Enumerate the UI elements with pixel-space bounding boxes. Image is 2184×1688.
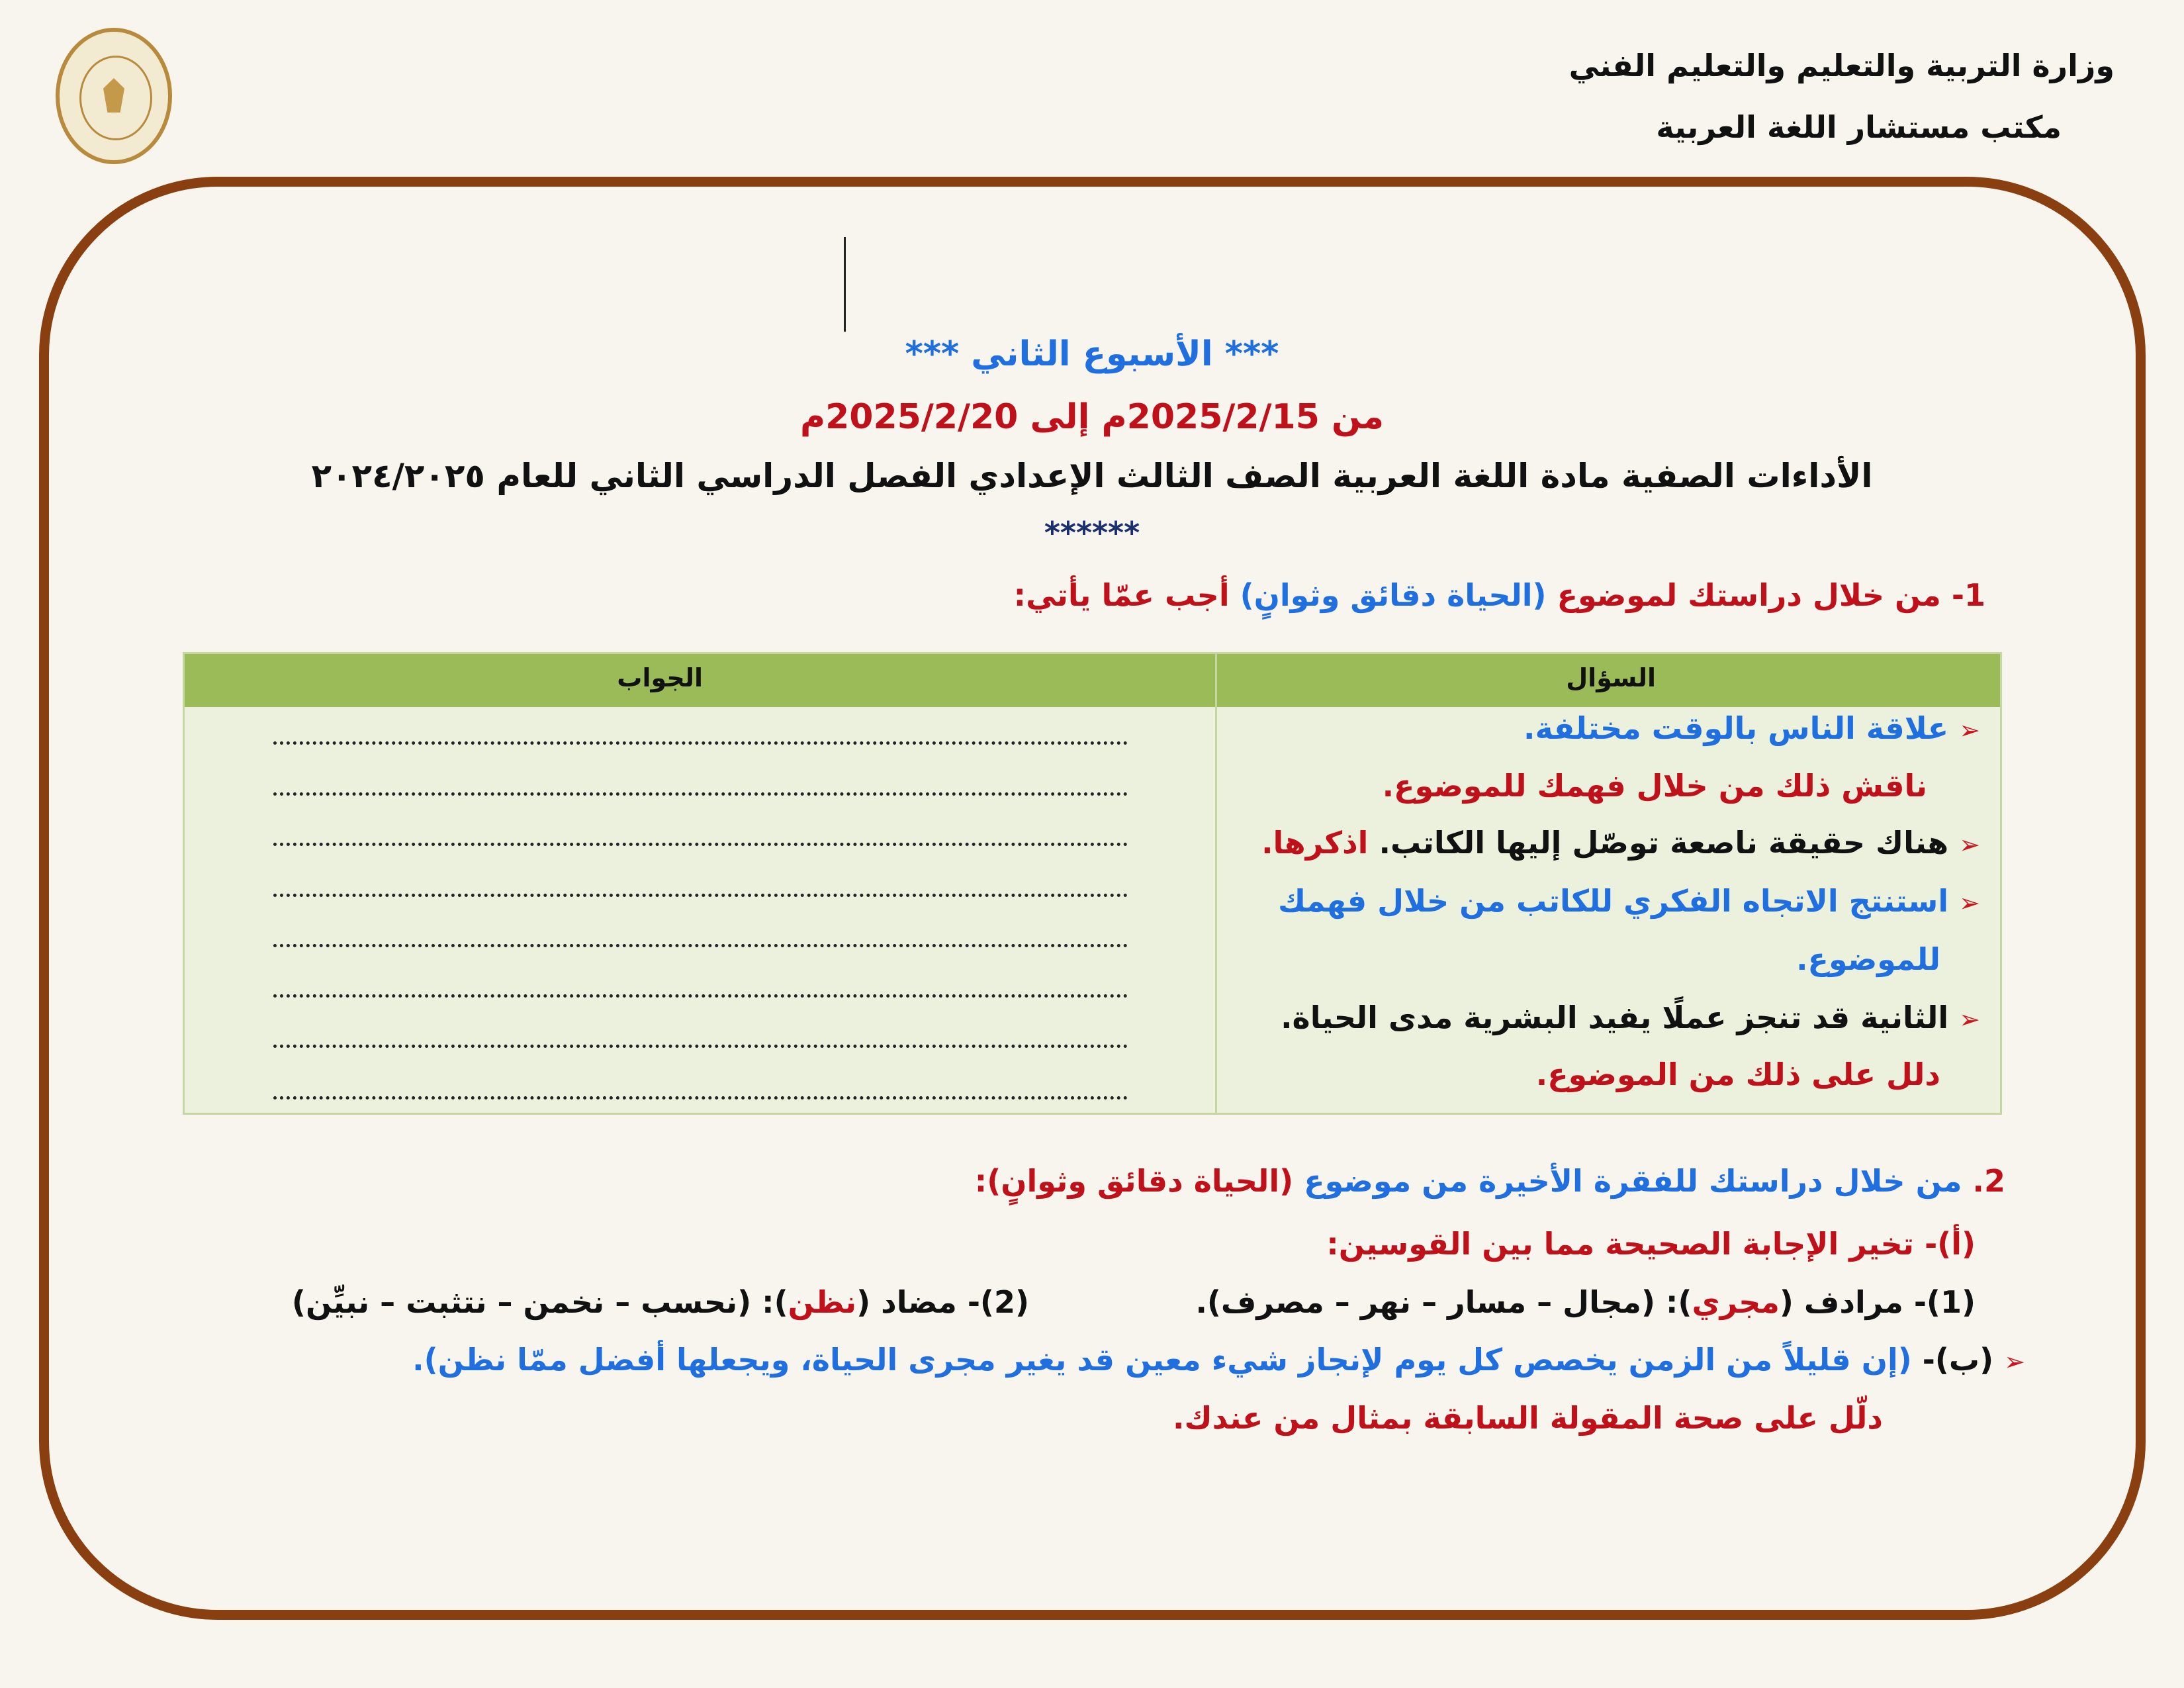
table-header [185, 654, 2000, 707]
answer-line[interactable] [273, 944, 1128, 947]
question-task: دلل على ذلك من الموضوع. [1535, 1056, 1940, 1092]
part-b-task: دلّل على صحة المقولة السابقة بمثال من عندك. [1172, 1400, 1883, 1436]
question-2-heading [975, 1163, 2005, 1199]
answer-line[interactable] [273, 1045, 1128, 1048]
questions-table [183, 652, 2002, 1115]
answer-line[interactable] [273, 1096, 1128, 1100]
item-2-options: ): (نحسب – نخمن – نتثبت – نبيِّن) [291, 1284, 788, 1320]
stars-separator: ****** [1044, 515, 1140, 551]
item-1-word: مجري [1692, 1284, 1780, 1320]
item-1-prefix: (1)- مرادف ( [1779, 1284, 1976, 1320]
question-text: استنتج الاتجاه الفكري للكاتب من خلال فهمك [1277, 883, 1949, 919]
q2-text: من خلال دراستك للفقرة الأخيرة من موضوع [1304, 1163, 1962, 1199]
q1-instruction: أجب عمّا يأتي: [1013, 577, 1230, 613]
ministry-name: وزارة التربية والتعليم والتعليم الفني [1569, 48, 2115, 83]
text-cursor [844, 237, 846, 332]
question-1-heading [1014, 577, 1985, 613]
question-task: ناقش ذلك من خلال فهمك للموضوع. [1382, 768, 1927, 804]
arrow-bullet-icon: ➢ [2004, 1347, 2025, 1376]
table-row [1278, 883, 1980, 919]
q1-topic: (الحياة دقائق وثوانٍ) [1240, 577, 1547, 613]
question-text-cont: للموضوع. [1796, 941, 1940, 977]
question-text: علاقة الناس بالوقت مختلفة. [1524, 710, 1949, 746]
item-2 [292, 1284, 1029, 1320]
arrow-bullet-icon: ➢ [1959, 1005, 1980, 1034]
answer-line[interactable] [273, 741, 1128, 745]
ministry-logo [56, 28, 172, 164]
part-a-label: (أ)- تخير الإجابة الصحيحة مما بين القوسين: [1326, 1226, 1976, 1262]
item-2-prefix: (2)- مضاد ( [856, 1284, 1029, 1320]
q1-number: 1- [1951, 577, 1985, 613]
answer-line[interactable] [273, 843, 1128, 846]
part-b-label: (ب)- [1922, 1342, 1994, 1378]
item-1-options: ): (مجال – مسار – نهر – مصرف). [1195, 1284, 1692, 1320]
header-answer: الجواب [617, 663, 703, 692]
table-row [1261, 825, 1980, 861]
q2-number: 2. [1972, 1163, 2005, 1199]
part-b-quote: (إن قليلاً من الزمن يخصص كل يوم لإنجاز شيء معين قد يغير مجرى الحياة، ويجعلها أفضل ممّا نظن). [412, 1342, 1912, 1378]
item-1 [1195, 1284, 1976, 1320]
q1-text: من خلال دراستك لموضوع [1557, 577, 1941, 613]
part-b [412, 1342, 2025, 1378]
arrow-bullet-icon: ➢ [1959, 716, 1980, 745]
table-row [1281, 1000, 1980, 1035]
item-2-word: نظن [788, 1284, 857, 1320]
question-task: اذكرها. [1261, 825, 1369, 861]
answer-line[interactable] [273, 994, 1128, 998]
column-divider [1215, 654, 1217, 1113]
date-range: من 2025/2/15م إلى 2025/2/20م [799, 397, 1385, 437]
answer-line[interactable] [273, 792, 1128, 796]
subtitle: الأداءات الصفية مادة اللغة العربية الصف الثالث الإعدادي الفصل الدراسي الثاني للعام ٢٠٢٤/٢٠٢٥ [311, 457, 1873, 495]
header-question: السؤال [1566, 663, 1656, 692]
table-row [1524, 710, 1980, 746]
office-name: مكتب مستشار اللغة العربية [1656, 109, 2062, 145]
arrow-bullet-icon: ➢ [1959, 888, 1980, 917]
answer-line[interactable] [273, 894, 1128, 897]
question-text: هناك حقيقة ناصعة توصّل إليها الكاتب. [1379, 825, 1949, 861]
arrow-bullet-icon: ➢ [1959, 830, 1980, 859]
question-text: الثانية قد تنجز عملًا يفيد البشرية مدى الحياة. [1281, 1000, 1949, 1035]
q2-topic: (الحياة دقائق وثوانٍ): [974, 1163, 1294, 1199]
week-title: *** الأسبوع الثاني *** [905, 334, 1279, 374]
